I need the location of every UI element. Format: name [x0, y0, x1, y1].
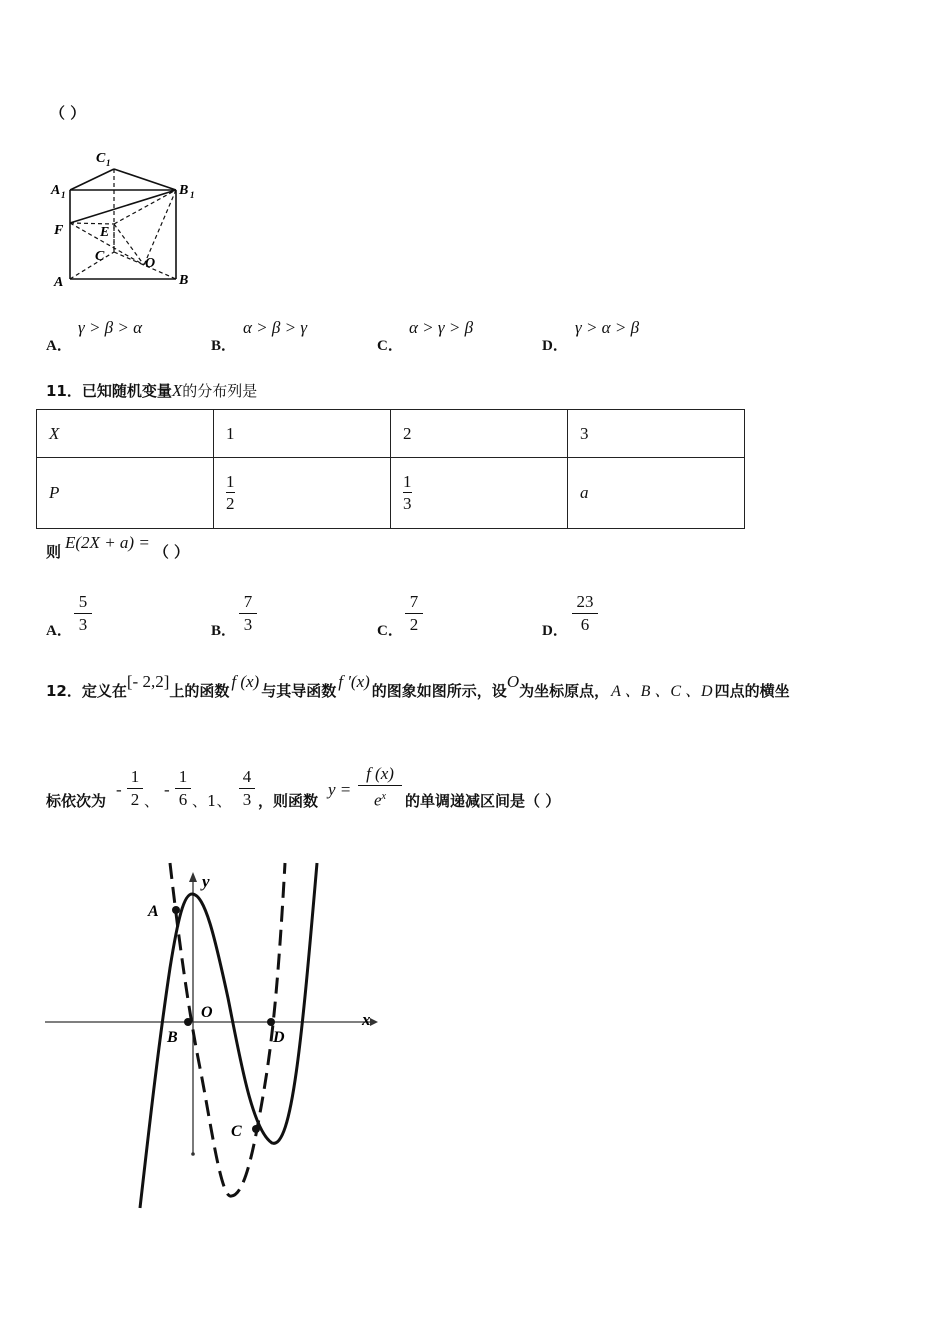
label-b: B	[179, 273, 189, 288]
svg-text:1: 1	[106, 158, 111, 168]
y-fraction: f (x) $e^x$	[358, 764, 402, 811]
q10-option-b-label: B．	[211, 338, 237, 354]
point-d	[267, 1018, 275, 1026]
point-c	[252, 1125, 260, 1133]
table-cell: $\frac{1}{2}$	[214, 458, 391, 529]
prism-figure	[48, 148, 208, 293]
svg-text:1: 1	[61, 190, 66, 200]
table-row	[37, 410, 745, 458]
label-a: A	[54, 275, 64, 290]
label-point-a: A	[148, 903, 159, 920]
point-b	[184, 1018, 192, 1026]
dashed-curve	[170, 863, 285, 1196]
q12-stem-line2-start: 标依次为	[46, 792, 107, 810]
x-coord-b: 1 6	[175, 767, 191, 810]
table-cell: a	[568, 458, 745, 529]
label-point-b: B	[167, 1029, 178, 1046]
label-e: E	[100, 225, 110, 240]
table-cell: $\frac{1}{3}$	[391, 458, 568, 529]
function-graph	[40, 858, 400, 1214]
y-axis-label: y	[202, 872, 210, 891]
q11-option-b-label: B．	[211, 623, 237, 639]
q10-option-c: α > γ > β	[409, 318, 474, 337]
label-f: F	[54, 223, 64, 238]
x-axis-label: x	[362, 1010, 371, 1029]
q11-option-a-label: A．	[46, 623, 72, 639]
q11-option-b: 7 3	[239, 592, 257, 635]
label-origin: O	[201, 1004, 213, 1021]
q10-option-d-label: D．	[542, 338, 568, 354]
q10-option-d: γ > α > β	[575, 318, 640, 337]
q11-option-a: 5 3	[74, 592, 92, 635]
q10-option-a-label: A．	[46, 338, 72, 354]
q11-option-d: 23 6	[572, 592, 598, 635]
q12-stem-line1: 12．定义在[- 2,2]上的函数 f (x) 与其导函数 f ′(x) 的图象如图所示，设O为坐标原点， A 、B 、C 、D 四点的横坐	[46, 672, 790, 700]
label-a1: A	[51, 183, 61, 198]
q11-option-d-label: D．	[542, 623, 568, 639]
label-b1: B	[179, 183, 189, 198]
svg-text:1: 1	[190, 190, 195, 200]
label-o: O	[145, 256, 156, 271]
q10-option-a: γ > β > α	[78, 318, 143, 337]
table-cell: 2	[391, 410, 568, 458]
table-cell: 1	[214, 410, 391, 458]
table-row	[37, 458, 745, 529]
table-cell: 3	[568, 410, 745, 458]
label-point-c: C	[231, 1123, 242, 1140]
q11-stem: 11．已知随机变量X的分布列是	[46, 381, 258, 400]
label-c: C	[95, 249, 105, 264]
point-a	[172, 906, 180, 914]
q11-question: 则 E(2X + a) = （ ）	[46, 533, 190, 561]
table-cell: P	[37, 458, 214, 529]
label-c1: C	[96, 151, 106, 166]
q10-option-c-label: C．	[377, 338, 403, 354]
table-cell: X	[37, 410, 214, 458]
q11-option-c: 7 2	[405, 592, 423, 635]
q10-option-b: α > β > γ	[243, 318, 308, 337]
distribution-table	[36, 409, 745, 529]
x-coord-c: 、1、	[192, 792, 232, 810]
x-coord-d: 4 3	[239, 767, 255, 810]
q11-option-c-label: C．	[377, 623, 403, 639]
x-coord-a: 1 2	[127, 767, 143, 810]
q10-answer-paren: （ ）	[50, 104, 86, 122]
label-point-d: D	[273, 1029, 285, 1046]
